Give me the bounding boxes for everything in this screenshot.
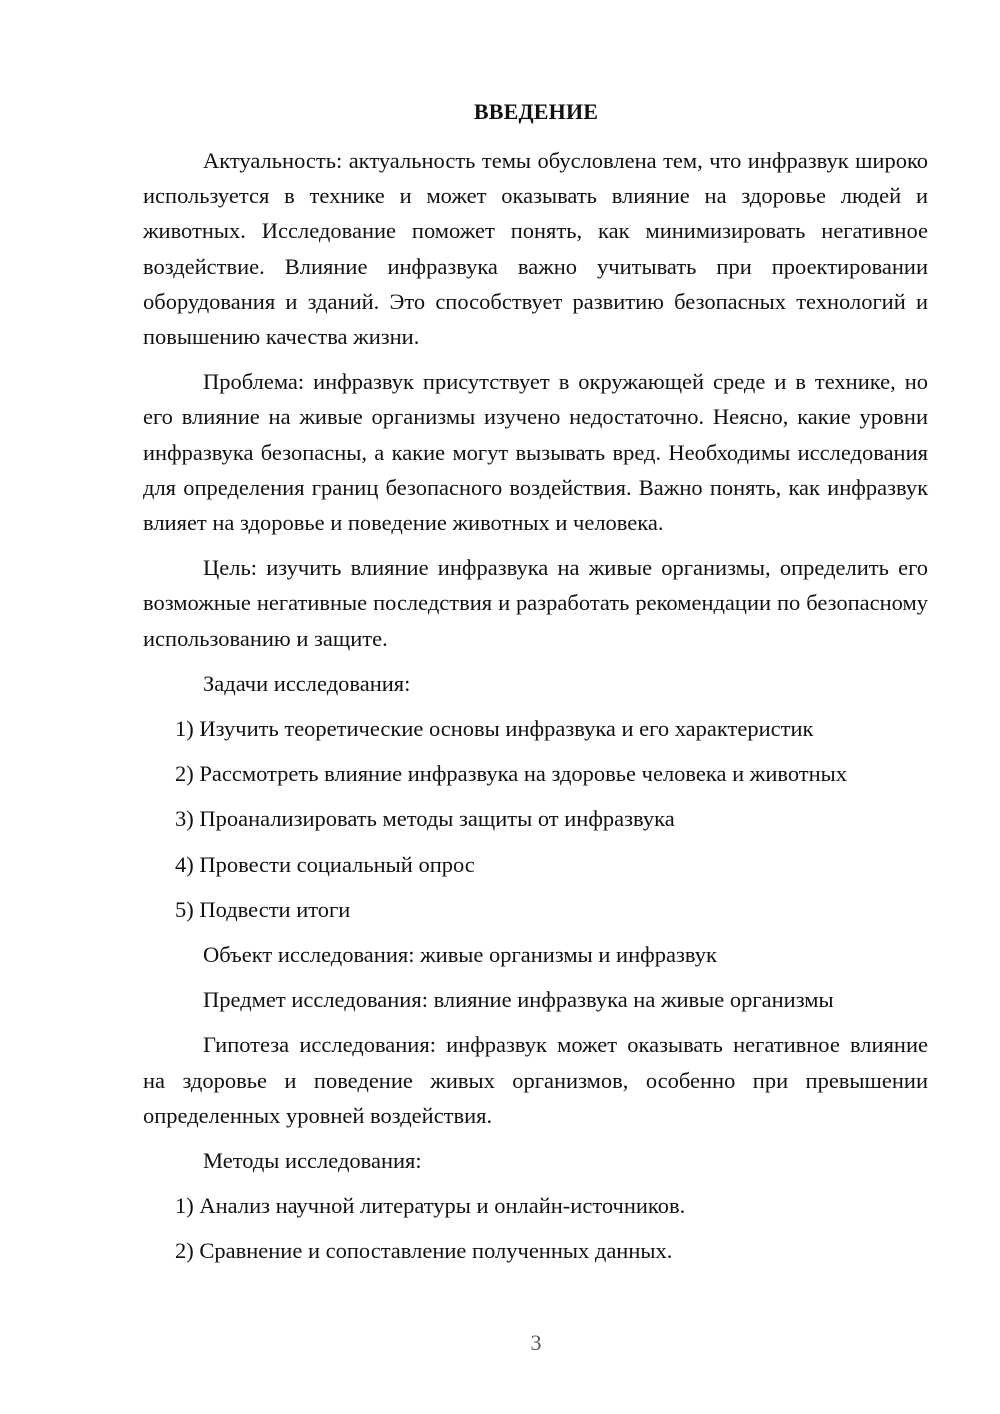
page-number: 3 — [530, 1330, 542, 1355]
list-item: 5) Подвести итоги — [175, 896, 351, 922]
list-item: 1) Анализ научной литературы и онлайн-источников. — [175, 1193, 686, 1219]
paragraph-goal: Цель: изучить влияние инфразвука на живые организмы, определить его возможные негативные последствия и разработать рекомендации по безопасному использованию и защите. — [143, 555, 928, 651]
paragraph-problem: Проблема: инфразвук присутствует в окружающей среде и в технике, но его влияние на живые организмы изучено недостаточно. Неясно, какие уровни инфразвука безопасны, а какие могут вызывать вред. Необходимы исследования для определения границ безопасного воздействия. Важно понять, как инфразвук влияет на здоровье и поведение животных и человека. — [143, 369, 928, 536]
tasks-list — [143, 711, 928, 927]
research-object: Объект исследования: живые организмы и инфразвук — [203, 942, 717, 968]
paragraph-hypothesis: Гипотеза исследования: инфразвук может оказывать негативное влияние на здоровье и поведение живых организмов, особенно при превышении определенных уровней воздействия. — [143, 1032, 928, 1128]
list-item: 3) Проанализировать методы защиты от инфразвука — [175, 806, 675, 832]
paragraph-relevance: Актуальность: актуальность темы обусловлена тем, что инфразвук широко используется в технике и может оказывать влияние на здоровье людей и животных. Исследование поможет понять, как минимизировать негативное воздействие. Влияние инфразвука важно учитывать при проектировании оборудования и зданий. Это способствует развитию безопасных технологий и повышению качества жизни. — [143, 148, 928, 350]
document-body — [143, 143, 928, 1279]
list-item: 1) Изучить теоретические основы инфразвука и его характеристик — [175, 716, 814, 742]
methods-list — [143, 1188, 928, 1268]
list-item: 2) Рассмотреть влияние инфразвука на здоровье человека и животных — [175, 761, 848, 787]
list-item: 4) Провести социальный опрос — [175, 851, 475, 877]
research-subject: Предмет исследования: влияние инфразвука на живые организмы — [203, 987, 834, 1013]
section-heading: ВВЕДЕНИЕ — [473, 99, 599, 124]
list-item: 2) Сравнение и сопоставление полученных данных. — [175, 1238, 673, 1264]
methods-title: Методы исследования: — [203, 1148, 422, 1174]
tasks-title: Задачи исследования: — [203, 670, 411, 696]
